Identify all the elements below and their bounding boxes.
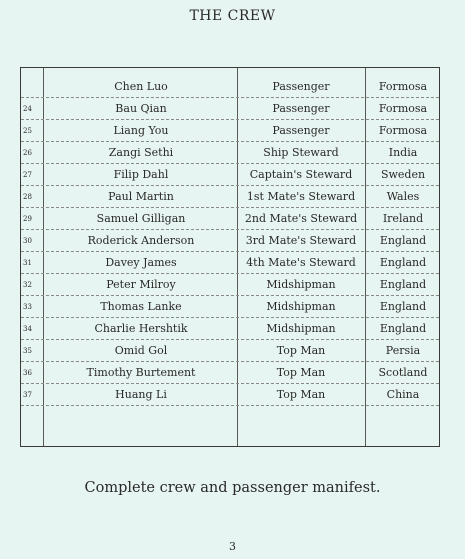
crew-role: 1st Mate's Steward [246, 190, 356, 203]
table-row [21, 76, 439, 98]
crew-role: Top Man [276, 366, 326, 379]
row-number: 29 [23, 214, 32, 223]
table-row [21, 120, 439, 142]
crew-origin: Ireland [382, 212, 424, 225]
crew-origin: England [379, 300, 427, 313]
crew-role: Passenger [272, 102, 330, 115]
crew-name: Huang Li [115, 388, 167, 401]
row-number: 30 [23, 236, 32, 245]
crew-name: Peter Milroy [106, 278, 176, 291]
crew-origin: England [379, 256, 427, 269]
crew-origin: China [386, 388, 420, 401]
crew-role: Captain's Steward [249, 168, 353, 181]
row-number: 34 [23, 324, 32, 333]
row-number: 33 [23, 302, 32, 311]
table-row [21, 318, 439, 340]
crew-role: 4th Mate's Steward [246, 256, 356, 269]
crew-role: Top Man [276, 388, 326, 401]
crew-name: Timothy Burtement [86, 366, 196, 379]
crew-manifest-table [20, 67, 440, 447]
page-number: 3 [229, 540, 236, 553]
crew-origin: India [388, 146, 418, 159]
row-number: 32 [23, 280, 32, 289]
crew-role: 2nd Mate's Steward [244, 212, 358, 225]
table-row [21, 252, 439, 274]
row-number: 37 [23, 390, 32, 399]
crew-origin: Sweden [380, 168, 426, 181]
crew-name: Chen Luo [114, 80, 168, 93]
crew-origin: England [379, 322, 427, 335]
crew-name: Filip Dahl [113, 168, 169, 181]
crew-origin: Formosa [378, 102, 428, 115]
row-number: 35 [23, 346, 32, 355]
crew-role: Ship Steward [263, 146, 339, 159]
table-row [21, 98, 439, 120]
crew-role: Top Man [276, 344, 326, 357]
row-number: 27 [23, 170, 32, 179]
figure-caption: Complete crew and passenger manifest. [84, 480, 381, 496]
crew-role: Midshipman [266, 300, 336, 313]
crew-origin: Formosa [378, 124, 428, 137]
row-number: 28 [23, 192, 32, 201]
row-number: 26 [23, 148, 32, 157]
table-row [21, 362, 439, 384]
crew-name: Liang You [113, 124, 169, 137]
table-row [21, 186, 439, 208]
crew-role: Midshipman [266, 278, 336, 291]
row-number: 31 [23, 258, 32, 267]
crew-origin: Formosa [378, 80, 428, 93]
crew-role: 3rd Mate's Steward [245, 234, 357, 247]
crew-name: Bau Qian [115, 102, 167, 115]
crew-name: Thomas Lanke [100, 300, 182, 313]
crew-name: Omid Gol [114, 344, 168, 357]
crew-origin: England [379, 234, 427, 247]
table-row [21, 230, 439, 252]
table-row [21, 274, 439, 296]
table-row [21, 142, 439, 164]
crew-name: Charlie Hershtik [94, 322, 188, 335]
page-title: THE CREW [189, 8, 276, 24]
table-row [21, 296, 439, 318]
table-row [21, 208, 439, 230]
table-row [21, 340, 439, 362]
crew-origin: Wales [386, 190, 420, 203]
row-number: 36 [23, 368, 32, 377]
table-row [21, 164, 439, 186]
crew-name: Davey James [105, 256, 177, 269]
crew-name: Zangi Sethi [108, 146, 174, 159]
crew-origin: Persia [385, 344, 421, 357]
row-number: 25 [23, 126, 32, 135]
crew-name: Paul Martin [108, 190, 174, 203]
crew-role: Passenger [272, 80, 330, 93]
crew-origin: England [379, 278, 427, 291]
crew-origin: Scotland [378, 366, 428, 379]
row-number [23, 76, 43, 97]
crew-role: Passenger [272, 124, 330, 137]
crew-name: Samuel Gilligan [96, 212, 186, 225]
crew-role: Midshipman [266, 322, 336, 335]
row-number: 24 [23, 104, 32, 113]
table-row [21, 384, 439, 406]
crew-name: Roderick Anderson [87, 234, 195, 247]
